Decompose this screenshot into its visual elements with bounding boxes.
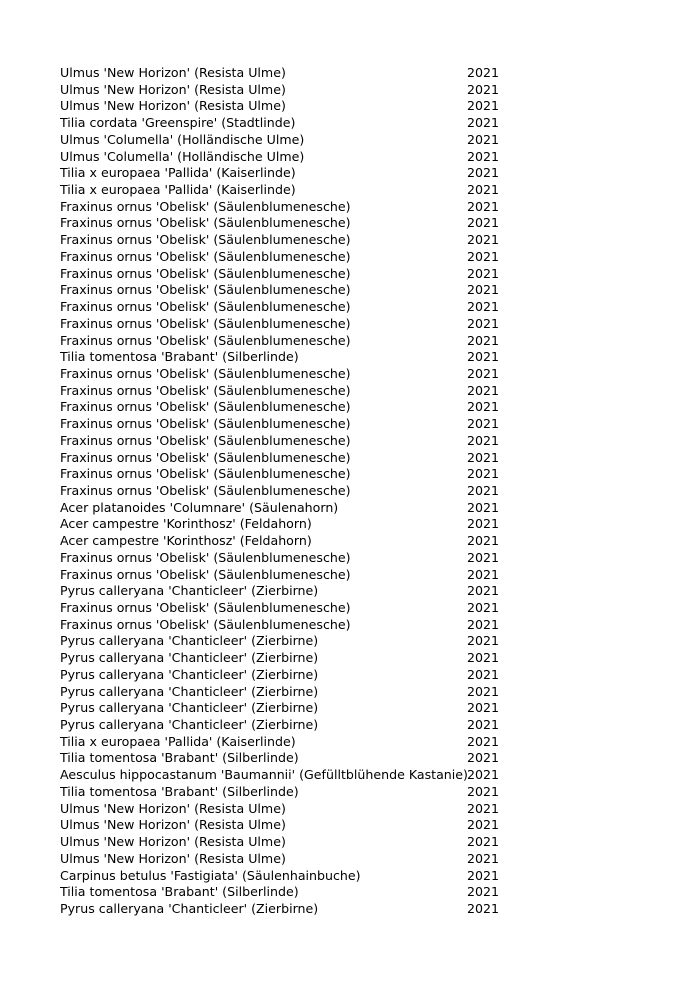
tree-name-cell: Fraxinus ornus 'Obelisk' (Säulenblumenesche) — [60, 482, 351, 498]
year-cell: 2021 — [467, 566, 500, 582]
year-cell: 2021 — [467, 884, 500, 900]
table-row — [60, 667, 510, 684]
tree-name-cell: Fraxinus ornus 'Obelisk' (Säulenblumenesche) — [60, 215, 351, 231]
year-cell: 2021 — [467, 81, 500, 97]
tree-name-cell: Ulmus 'New Horizon' (Resista Ulme) — [60, 850, 286, 866]
year-cell: 2021 — [467, 800, 500, 816]
tree-name-cell: Fraxinus ornus 'Obelisk' (Säulenblumenesche) — [60, 315, 351, 331]
tree-name-cell: Carpinus betulus 'Fastigiata' (Säulenhainbuche) — [60, 867, 361, 883]
year-cell: 2021 — [467, 148, 500, 164]
tree-name-cell: Ulmus 'New Horizon' (Resista Ulme) — [60, 81, 286, 97]
tree-name-cell: Tilia cordata 'Greenspire' (Stadtlinde) — [60, 115, 296, 131]
tree-name-cell: Acer campestre 'Korinthosz' (Feldahorn) — [60, 516, 312, 532]
table-row — [60, 132, 510, 149]
tree-name-cell: Fraxinus ornus 'Obelisk' (Säulenblumenesche) — [60, 198, 351, 214]
tree-name-cell: Pyrus calleryana 'Chanticleer' (Zierbirne) — [60, 633, 319, 649]
table-row — [60, 299, 510, 316]
year-cell: 2021 — [467, 432, 500, 448]
year-cell: 2021 — [467, 834, 500, 850]
tree-name-cell: Fraxinus ornus 'Obelisk' (Säulenblumenesche) — [60, 466, 351, 482]
table-row — [60, 684, 510, 701]
table-row — [60, 65, 510, 82]
tree-name-cell: Ulmus 'New Horizon' (Resista Ulme) — [60, 817, 286, 833]
table-row — [60, 851, 510, 868]
tree-name-cell: Tilia x europaea 'Pallida' (Kaiserlinde) — [60, 733, 296, 749]
year-cell: 2021 — [467, 850, 500, 866]
table-row — [60, 399, 510, 416]
tree-name-cell: Pyrus calleryana 'Chanticleer' (Zierbirne) — [60, 666, 319, 682]
year-cell: 2021 — [467, 182, 500, 198]
table-row — [60, 750, 510, 767]
table-row — [60, 700, 510, 717]
tree-name-cell: Fraxinus ornus 'Obelisk' (Säulenblumenesche) — [60, 566, 351, 582]
year-cell: 2021 — [467, 583, 500, 599]
table-row — [60, 717, 510, 734]
year-cell: 2021 — [467, 382, 500, 398]
table-row — [60, 801, 510, 818]
tree-name-cell: Ulmus 'New Horizon' (Resista Ulme) — [60, 98, 286, 114]
year-cell: 2021 — [467, 650, 500, 666]
table-row — [60, 249, 510, 266]
table-row — [60, 115, 510, 132]
table-row — [60, 583, 510, 600]
tree-name-cell: Tilia tomentosa 'Brabant' (Silberlinde) — [60, 349, 299, 365]
year-cell: 2021 — [467, 115, 500, 131]
year-cell: 2021 — [467, 683, 500, 699]
tree-name-cell: Fraxinus ornus 'Obelisk' (Säulenblumenesche) — [60, 382, 351, 398]
table-row — [60, 383, 510, 400]
year-cell: 2021 — [467, 299, 500, 315]
table-row — [60, 734, 510, 751]
table-row — [60, 333, 510, 350]
year-cell: 2021 — [467, 733, 500, 749]
year-cell: 2021 — [467, 215, 500, 231]
year-cell: 2021 — [467, 700, 500, 716]
tree-name-cell: Ulmus 'New Horizon' (Resista Ulme) — [60, 65, 286, 80]
year-cell: 2021 — [467, 282, 500, 298]
year-cell: 2021 — [467, 817, 500, 833]
table-row — [60, 617, 510, 634]
tree-name-cell: Tilia x europaea 'Pallida' (Kaiserlinde) — [60, 182, 296, 198]
table-row — [60, 98, 510, 115]
year-cell: 2021 — [467, 165, 500, 181]
tree-name-cell: Fraxinus ornus 'Obelisk' (Säulenblumenesche) — [60, 549, 351, 565]
table-row — [60, 466, 510, 483]
table-row — [60, 182, 510, 199]
tree-name-cell: Fraxinus ornus 'Obelisk' (Säulenblumenesche) — [60, 365, 351, 381]
year-cell: 2021 — [467, 783, 500, 799]
tree-name-cell: Tilia tomentosa 'Brabant' (Silberlinde) — [60, 783, 299, 799]
table-row — [60, 232, 510, 249]
year-cell: 2021 — [467, 349, 500, 365]
table-row — [60, 366, 510, 383]
table-row — [60, 215, 510, 232]
tree-name-cell: Fraxinus ornus 'Obelisk' (Säulenblumenesche) — [60, 265, 351, 281]
tree-name-cell: Fraxinus ornus 'Obelisk' (Säulenblumenesche) — [60, 248, 351, 264]
table-row — [60, 516, 510, 533]
year-cell: 2021 — [467, 900, 500, 916]
year-cell: 2021 — [467, 265, 500, 281]
tree-name-cell: Aesculus hippocastanum 'Baumannii' (Gefülltblühende Kastanie) — [60, 767, 468, 783]
table-row — [60, 633, 510, 650]
year-cell: 2021 — [467, 98, 500, 114]
table-row — [60, 868, 510, 885]
tree-name-cell: Fraxinus ornus 'Obelisk' (Säulenblumenesche) — [60, 449, 351, 465]
table-row — [60, 784, 510, 801]
table-row — [60, 266, 510, 283]
table-row — [60, 901, 510, 918]
table-row — [60, 82, 510, 99]
tree-name-cell: Fraxinus ornus 'Obelisk' (Säulenblumenesche) — [60, 432, 351, 448]
table-row — [60, 500, 510, 517]
year-cell: 2021 — [467, 549, 500, 565]
tree-name-cell: Fraxinus ornus 'Obelisk' (Säulenblumenesche) — [60, 282, 351, 298]
tree-name-cell: Fraxinus ornus 'Obelisk' (Säulenblumenesche) — [60, 299, 351, 315]
tree-name-cell: Acer platanoides 'Columnare' (Säulenahorn) — [60, 499, 339, 515]
tree-list-table — [60, 65, 510, 918]
tree-name-cell: Tilia x europaea 'Pallida' (Kaiserlinde) — [60, 165, 296, 181]
tree-name-cell: Tilia tomentosa 'Brabant' (Silberlinde) — [60, 750, 299, 766]
year-cell: 2021 — [467, 482, 500, 498]
tree-name-cell: Pyrus calleryana 'Chanticleer' (Zierbirne) — [60, 650, 319, 666]
year-cell: 2021 — [467, 600, 500, 615]
table-row — [60, 834, 510, 851]
year-cell: 2021 — [467, 633, 500, 649]
year-cell: 2021 — [467, 466, 500, 482]
tree-name-cell: Fraxinus ornus 'Obelisk' (Säulenblumenesche) — [60, 232, 351, 248]
year-cell: 2021 — [467, 232, 500, 248]
tree-name-cell: Acer campestre 'Korinthosz' (Feldahorn) — [60, 533, 312, 549]
table-row — [60, 567, 510, 584]
table-row — [60, 550, 510, 567]
year-cell: 2021 — [467, 767, 500, 783]
table-row — [60, 349, 510, 366]
table-row — [60, 149, 510, 166]
table-row — [60, 817, 510, 834]
tree-name-cell: Fraxinus ornus 'Obelisk' (Säulenblumenesche) — [60, 616, 351, 632]
table-row — [60, 450, 510, 467]
table-row — [60, 433, 510, 450]
tree-name-cell: Pyrus calleryana 'Chanticleer' (Zierbirne) — [60, 717, 319, 733]
table-row — [60, 199, 510, 216]
year-cell: 2021 — [467, 867, 500, 883]
tree-name-cell: Ulmus 'Columella' (Holländische Ulme) — [60, 131, 305, 147]
year-cell: 2021 — [467, 717, 500, 733]
year-cell: 2021 — [467, 533, 500, 549]
tree-name-cell: Tilia tomentosa 'Brabant' (Silberlinde) — [60, 884, 299, 900]
tree-name-cell: Pyrus calleryana 'Chanticleer' (Zierbirne) — [60, 700, 319, 716]
year-cell: 2021 — [467, 616, 500, 632]
tree-name-cell: Ulmus 'New Horizon' (Resista Ulme) — [60, 834, 286, 850]
year-cell: 2021 — [467, 399, 500, 415]
table-row — [60, 533, 510, 550]
tree-name-cell: Ulmus 'New Horizon' (Resista Ulme) — [60, 800, 286, 816]
table-row — [60, 316, 510, 333]
table-row — [60, 282, 510, 299]
tree-name-cell: Pyrus calleryana 'Chanticleer' (Zierbirne) — [60, 583, 319, 599]
tree-name-cell: Fraxinus ornus 'Obelisk' (Säulenblumenesche) — [60, 600, 351, 615]
table-row — [60, 416, 510, 433]
table-row — [60, 165, 510, 182]
tree-name-cell: Pyrus calleryana 'Chanticleer' (Zierbirne) — [60, 683, 319, 699]
year-cell: 2021 — [467, 499, 500, 515]
tree-name-cell: Pyrus calleryana 'Chanticleer' (Zierbirne) — [60, 900, 319, 916]
table-row — [60, 650, 510, 667]
tree-name-cell: Ulmus 'Columella' (Holländische Ulme) — [60, 148, 305, 164]
year-cell: 2021 — [467, 248, 500, 264]
year-cell: 2021 — [467, 131, 500, 147]
year-cell: 2021 — [467, 365, 500, 381]
tree-name-cell: Fraxinus ornus 'Obelisk' (Säulenblumenesche) — [60, 416, 351, 432]
year-cell: 2021 — [467, 666, 500, 682]
year-cell: 2021 — [467, 332, 500, 348]
tree-name-cell: Fraxinus ornus 'Obelisk' (Säulenblumenesche) — [60, 332, 351, 348]
tree-name-cell: Fraxinus ornus 'Obelisk' (Säulenblumenesche) — [60, 399, 351, 415]
year-cell: 2021 — [467, 516, 500, 532]
table-row — [60, 884, 510, 901]
year-cell: 2021 — [467, 750, 500, 766]
year-cell: 2021 — [467, 315, 500, 331]
table-row — [60, 767, 510, 784]
year-cell: 2021 — [467, 65, 500, 80]
table-row — [60, 483, 510, 500]
year-cell: 2021 — [467, 449, 500, 465]
table-row — [60, 600, 510, 617]
year-cell: 2021 — [467, 416, 500, 432]
year-cell: 2021 — [467, 198, 500, 214]
